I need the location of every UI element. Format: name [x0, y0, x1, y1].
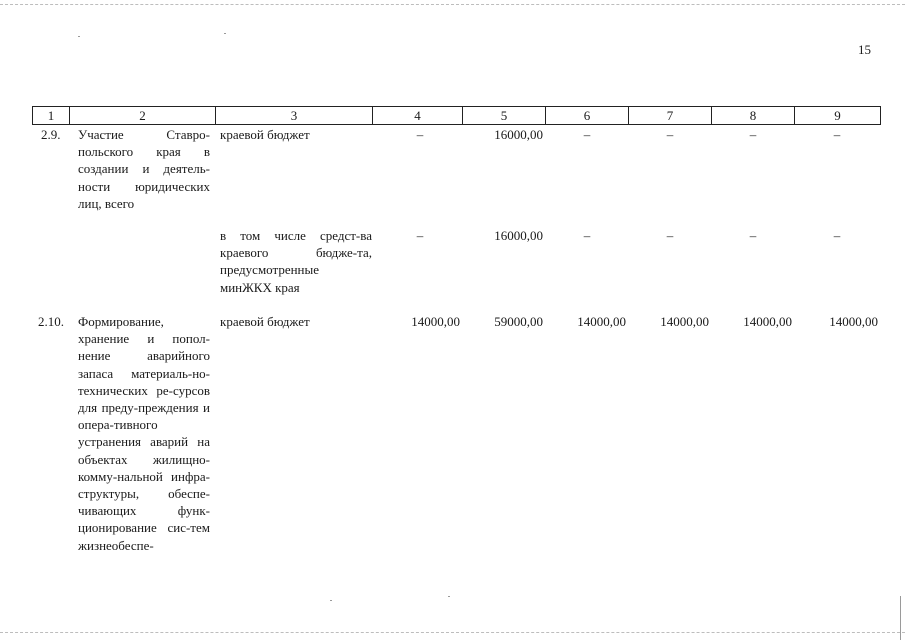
- row-number: 2.9.: [41, 127, 61, 142]
- scan-speck: [224, 33, 226, 34]
- value-col-9: 14000,00: [829, 314, 878, 329]
- scan-edge-right: [900, 596, 901, 640]
- scan-speck: [78, 36, 80, 37]
- value-col-4: –: [416, 127, 424, 142]
- value-col-8: 14000,00: [743, 314, 792, 329]
- value-col-6: 14000,00: [577, 314, 626, 329]
- value-col-8: –: [749, 228, 757, 243]
- value-col-4: 14000,00: [411, 314, 460, 329]
- header-cell-col-1: 1: [33, 107, 70, 124]
- value-col-6: –: [583, 127, 591, 142]
- row-number: 2.10.: [38, 314, 64, 329]
- scan-speck: [330, 600, 332, 601]
- value-col-9: –: [833, 127, 841, 142]
- value-col-6: –: [583, 228, 591, 243]
- row-description: Формирование, хранение и попол-нение аварийного запаса материаль-но-технических ре-сурсов для преду-преждения и опера-тивного устранения аварий на объектах жилищно-комму-нальной инфра-структуры, обеспе-чивающих функ-ционирование сис-тем жизнеобеспе-: [78, 314, 210, 553]
- scan-edge-top: [0, 4, 905, 5]
- value-col-7: –: [666, 127, 674, 142]
- table-header-row: [32, 106, 881, 125]
- header-cell-col-5: 5: [463, 107, 546, 124]
- header-cell-col-2: 2: [70, 107, 216, 124]
- row-funding-source: краевой бюджет: [220, 127, 310, 142]
- row-description: Участие Ставро-польского края в создании и деятель-ности юридических лиц, всего: [78, 127, 210, 211]
- value-col-5: 16000,00: [494, 228, 543, 243]
- value-col-5: 59000,00: [494, 314, 543, 329]
- scan-speck: [448, 596, 450, 597]
- value-col-4: –: [416, 228, 424, 243]
- header-cell-col-4: 4: [373, 107, 463, 124]
- scan-edge-bottom: [0, 632, 905, 633]
- value-col-9: –: [833, 228, 841, 243]
- page-number: 15: [858, 42, 871, 57]
- row-funding-source: краевой бюджет: [220, 314, 310, 329]
- header-cell-col-3: 3: [216, 107, 373, 124]
- value-col-8: –: [749, 127, 757, 142]
- header-cell-col-8: 8: [712, 107, 795, 124]
- value-col-7: 14000,00: [660, 314, 709, 329]
- header-cell-col-9: 9: [834, 108, 841, 123]
- value-col-7: –: [666, 228, 674, 243]
- value-col-5: 16000,00: [494, 127, 543, 142]
- row-funding-source: в том числе средст-ва краевого бюдже-та, предусмотренные минЖКХ края: [220, 228, 372, 295]
- header-cell-col-6: 6: [546, 107, 629, 124]
- header-cell-col-7: 7: [629, 107, 712, 124]
